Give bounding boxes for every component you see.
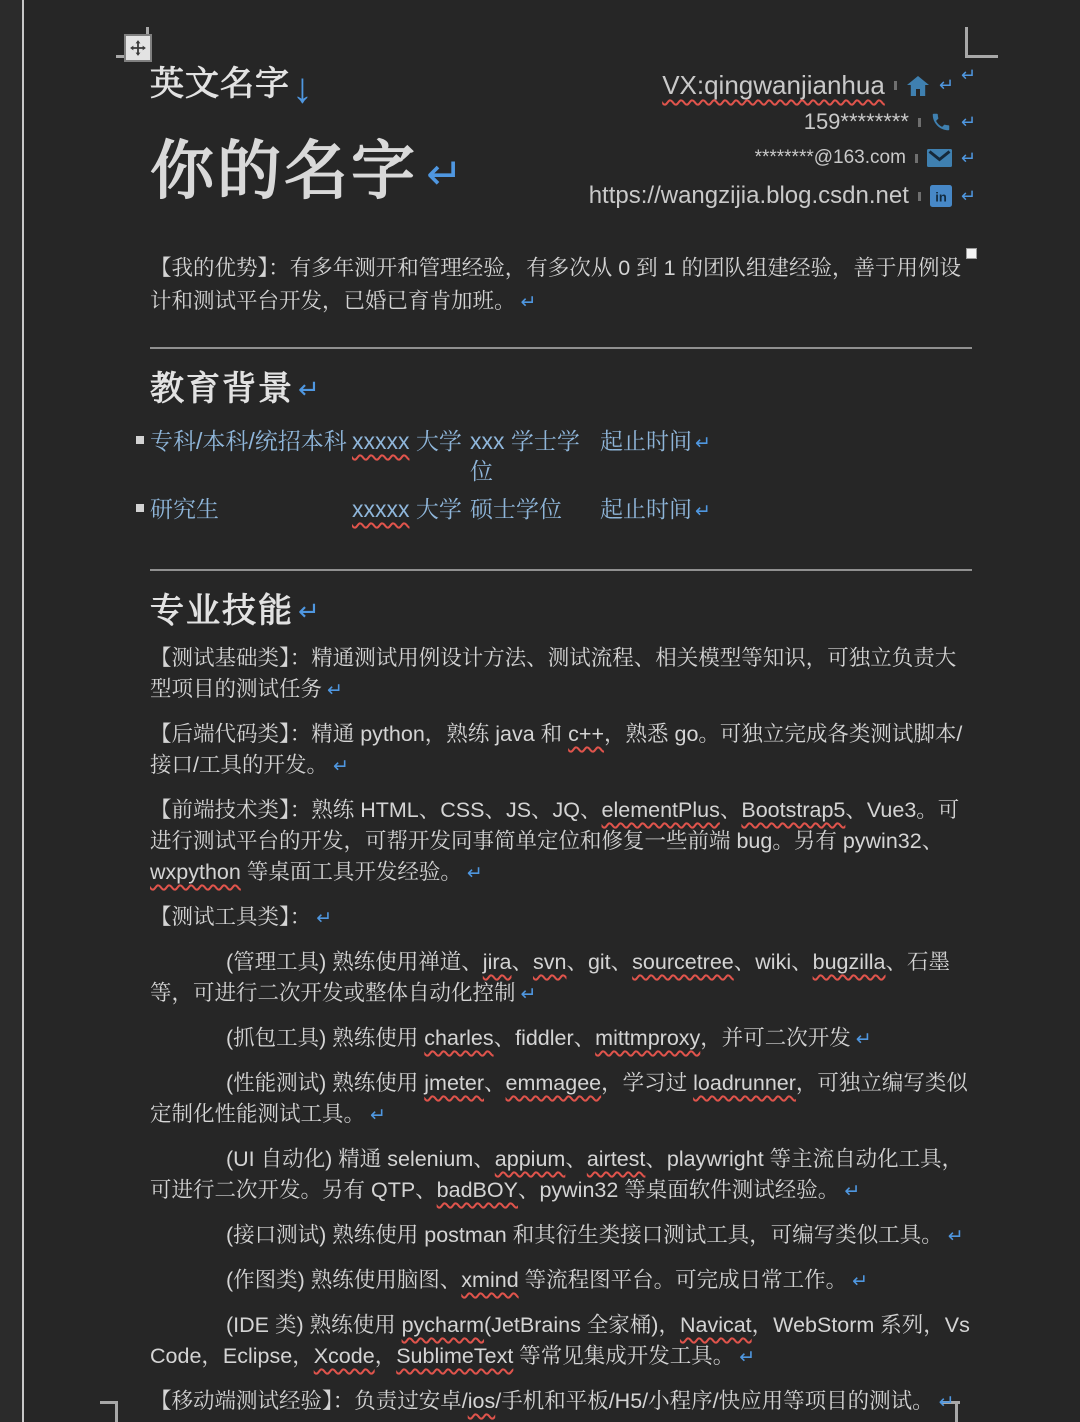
wechat-id-text: VX:qingwanjianhua (662, 70, 885, 100)
move-arrows-icon (129, 39, 147, 57)
text-run: 、pywin32 等桌面软件测试经验。 (517, 1178, 840, 1202)
paragraph-mark: ↵ (960, 111, 976, 132)
text-run: ，学习过 (601, 1071, 694, 1095)
text-run: 、 (511, 950, 533, 974)
education-school (352, 494, 470, 524)
paragraph-mark: ↵ (960, 185, 976, 206)
education-time (600, 494, 972, 527)
paragraph-mark: ↵ (327, 680, 343, 701)
education-rows (150, 426, 972, 527)
text-run: ，熟悉 go。可独立完成各类测试脚本/接口/工具的开发。 (150, 722, 963, 777)
misspelled-term: mittmproxy (595, 1026, 701, 1050)
misspelled-term: airtest (586, 1147, 646, 1171)
paragraph-mark: ↵ (426, 150, 466, 199)
paragraph-mark: ↵ (332, 756, 349, 777)
paragraph-mark: ↵ (960, 65, 976, 85)
misspelled-term: SublimeText (396, 1344, 514, 1368)
skill-paragraph (150, 947, 972, 1010)
skill-paragraph (150, 902, 972, 934)
text-run: (作图类) 熟练使用脑图、 (226, 1268, 462, 1292)
misspelled-term: xxxxx (352, 428, 410, 454)
skill-paragraph (150, 1265, 972, 1297)
text-run: ，并可二次开发 (700, 1026, 851, 1050)
text-run: 等流程图平台。可完成日常工作。 (518, 1268, 848, 1292)
name-placeholder: 你的名字 (150, 135, 418, 207)
mail-icon (927, 149, 952, 167)
text-run: (性能测试) 熟练使用 (226, 1071, 425, 1095)
paragraph-mark: ↵ (695, 433, 711, 454)
skill-paragraph (150, 1023, 972, 1055)
skill-paragraph (150, 1386, 972, 1418)
education-level: 专科/本科/统招本科 (150, 428, 347, 454)
paragraph-mark: ↵ (844, 1181, 861, 1202)
hidden-char-mark (894, 81, 897, 90)
text-run: 等常见集成开发工具。 (513, 1344, 735, 1368)
skill-paragraph (150, 1144, 972, 1207)
section-title-text: 专业技能 (150, 592, 294, 630)
paragraph-mark: ↵ (960, 147, 976, 168)
paragraph-mark: ↵ (298, 374, 322, 404)
paragraph-mark: ↵ (695, 501, 711, 522)
hidden-char-mark (915, 154, 918, 163)
text-run: 【测试基础类】：精通测试用例设计方法、测试流程、相关模型等知识，可独立负责大型项目的测试任务 (150, 646, 957, 701)
text-run: 【我的优势】：有多年测开和管理经验，有多次从 0 到 1 的团队组建经验，善于用例设计和测试平台开发，已婚已育肯加班。 (150, 256, 962, 313)
page-edge-line (22, 0, 24, 1422)
misspelled-term: xxxxx (352, 496, 410, 522)
misspelled-term: xmind (461, 1268, 519, 1292)
contact-row-phone (0, 109, 976, 135)
text-run: /手机和平板/H5/小程序/快应用等项目的测试。 (495, 1389, 934, 1413)
text-run: 大学 (409, 496, 462, 522)
paragraph-mark: ↵ (938, 1392, 955, 1413)
phone-icon (930, 111, 952, 133)
skill-paragraph (150, 1220, 972, 1252)
text-run: (管理工具) 熟练使用禅道、 (226, 950, 483, 974)
education-level: 研究生 (150, 496, 219, 522)
misspelled-term: appium (494, 1147, 566, 1171)
linkedin-icon (930, 185, 952, 207)
text-run: 【后端代码类】：精通 python，熟练 java 和 (150, 722, 569, 746)
bullet-square-icon (136, 436, 144, 444)
misspelled-term: svn (532, 950, 567, 974)
misspelled-term: jmeter (424, 1071, 485, 1095)
svg-text:in: in (935, 189, 947, 205)
misspelled-term: sourcetree (632, 950, 734, 974)
paragraph-mark: ↵ (520, 292, 537, 313)
misspelled-term: Xcode (313, 1344, 375, 1368)
skill-paragraph (150, 643, 972, 706)
text-run: 【前端技术类】：熟练 HTML、CSS、JS、JQ、 (150, 798, 602, 822)
paragraph-mark: ↵ (739, 1347, 756, 1368)
paragraph-mark: ↵ (520, 984, 537, 1005)
skill-paragraph (150, 1310, 972, 1373)
misspelled-term: charles (424, 1026, 494, 1050)
paragraph-mark: ↵ (852, 1271, 869, 1292)
down-arrow-mark: ↓ (292, 64, 313, 111)
document-body (150, 246, 972, 1418)
skill-paragraph (150, 795, 972, 889)
paragraph-mark: ↵ (298, 596, 322, 626)
english-name-placeholder: 英文名字 (150, 65, 290, 103)
text-run: 、playwright 等主流自动化工具，可进行二次开发。另有 QTP、 (150, 1147, 964, 1202)
education-time-text: 起止时间 (600, 428, 692, 454)
home-icon (906, 75, 930, 97)
text-run: ，可独立编写类似定制化性能测试工具。 (150, 1071, 968, 1126)
misspelled-term: Bootstrap5 (741, 798, 846, 822)
education-degree: xxx 学士学位 (470, 428, 580, 484)
text-run: 、fiddler、 (493, 1026, 596, 1050)
text-run: 、git、 (566, 950, 633, 974)
section-title-text: 教育背景 (150, 370, 294, 408)
contact-row-wechat (0, 65, 976, 101)
paragraph-mark: ↵ (947, 1226, 964, 1247)
margin-mark-top-right (965, 55, 998, 58)
misspelled-term: pycharm (401, 1313, 485, 1337)
misspelled-term: bugzilla (812, 950, 886, 974)
paragraph-mark: ↵ (370, 1105, 386, 1126)
education-school (352, 426, 470, 456)
text-run: 【测试工具类】： (150, 905, 312, 929)
paragraph-mark: ↵ (316, 908, 333, 929)
email-text: ********@163.com (754, 147, 906, 168)
object-move-handle[interactable] (124, 34, 152, 62)
education-time-text: 起止时间 (600, 496, 692, 522)
skill-paragraph (150, 1068, 972, 1131)
paragraph-mark: ↵ (938, 75, 954, 95)
misspelled-term: elementPlus (601, 798, 720, 822)
blog-url-text: https://wangzijia.blog.csdn.net (588, 182, 909, 209)
misspelled-term: wxpython (150, 860, 241, 884)
text-run: (JetBrains 全家桶)， (484, 1313, 680, 1337)
paragraph-mark: ↵ (466, 863, 483, 884)
contact-row-email (0, 147, 976, 169)
education-section-title (150, 361, 972, 410)
text-run: 、wiki、 (733, 950, 813, 974)
section-divider (150, 569, 972, 571)
misspelled-term: c++ (568, 722, 605, 746)
section-divider (150, 347, 972, 349)
education-row (150, 426, 972, 486)
contact-row-blog-url (0, 182, 976, 210)
text-run: (UI 自动化) 精通 selenium、 (226, 1147, 495, 1171)
text-run: 、 (565, 1147, 587, 1171)
misspelled-term: loadrunner (693, 1071, 796, 1095)
education-time (600, 426, 972, 459)
my-strengths-paragraph (150, 252, 972, 319)
text-run: 等桌面工具开发经验。 (240, 860, 462, 884)
text-run: (接口测试) 熟练使用 postman 和其衍生类接口测试工具，可编写类似工具。 (226, 1223, 943, 1247)
text-run: 【移动端测试经验】：负责过安卓/ (150, 1389, 468, 1413)
text-run: 大学 (409, 428, 462, 454)
misspelled-term: badBOY (436, 1178, 518, 1202)
text-run: 、 (484, 1071, 506, 1095)
education-row (150, 494, 972, 527)
misspelled-term: ios (467, 1389, 496, 1413)
text-run: ， (374, 1344, 397, 1368)
bullet-square-icon (136, 504, 144, 512)
hidden-char-mark (918, 118, 921, 127)
misspelled-term: jira (482, 950, 512, 974)
text-run: 、石墨等，可进行二次开发或整体自动化控制 (150, 950, 951, 1005)
text-run: 、 (719, 798, 742, 822)
paragraph-mark: ↵ (855, 1029, 872, 1050)
misspelled-term: Navicat (679, 1313, 752, 1337)
page-edge-strip (0, 0, 22, 1422)
text-run: 、Vue3。可进行测试平台的开发，可帮开发同事简单定位和修复一些前端 bug。另有 pywin32、 (150, 798, 960, 853)
education-degree: 硕士学位 (470, 496, 562, 522)
margin-mark-top-right (965, 27, 968, 58)
misspelled-term: emmagee (505, 1071, 602, 1095)
skills-paragraphs (150, 643, 972, 1418)
text-run: ，WebStorm 系列，Vs Code，Eclipse， (150, 1313, 970, 1368)
skill-paragraph (150, 719, 972, 782)
skills-section-title (150, 583, 972, 632)
text-run: (IDE 类) 熟练使用 (226, 1313, 402, 1337)
text-run: (抓包工具) 熟练使用 (226, 1026, 425, 1050)
phone-number-text: 159******** (803, 109, 909, 134)
hidden-char-mark (918, 192, 921, 201)
margin-mark-bottom-left (115, 1401, 118, 1422)
